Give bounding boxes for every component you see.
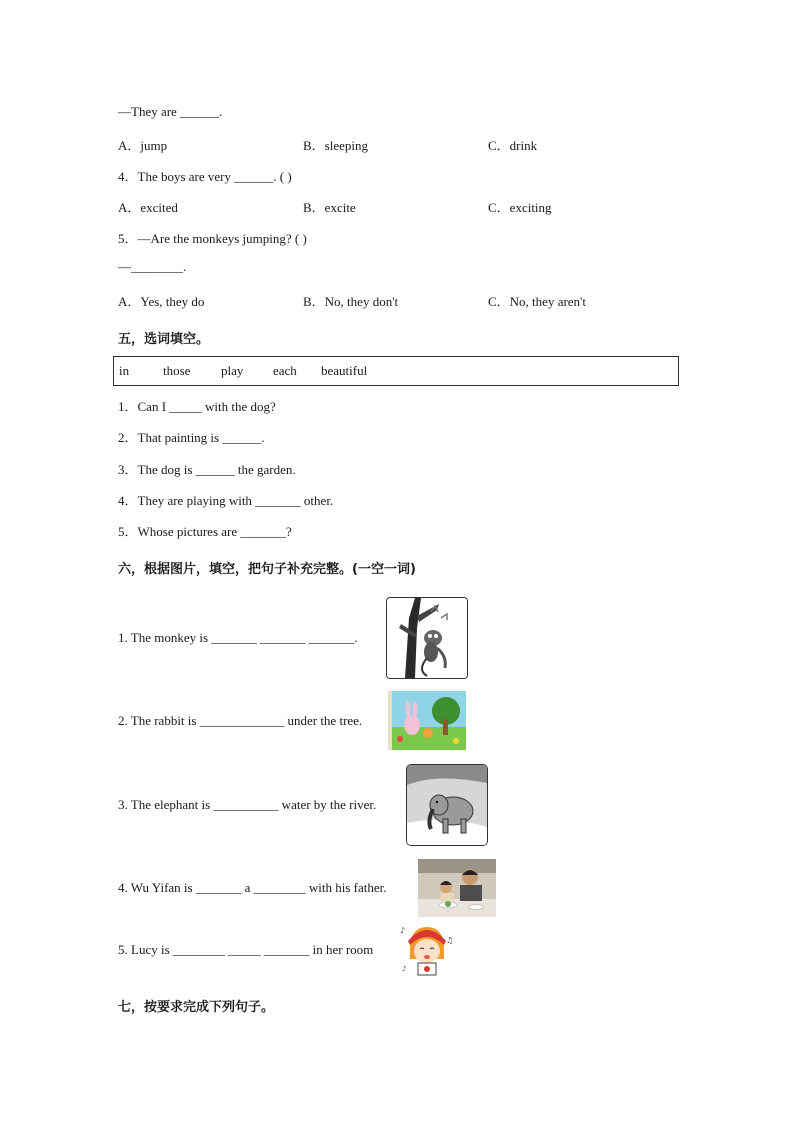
svg-text:♪: ♪ [400, 926, 406, 935]
word-bank-word: each [273, 363, 297, 378]
word-bank-word: beautiful [321, 363, 368, 378]
q4-option-c: C．exciting [488, 200, 552, 215]
q5-option-b: B．No, they don't [303, 294, 399, 309]
s6-item-4: 4. Wu Yifan is _______ a ________ with his father. [118, 880, 387, 895]
q3-option-a: A．jump [118, 138, 168, 153]
elephant-drinking-image [406, 764, 488, 846]
q5-stem: 5．—Are the monkeys jumping? ( ) [118, 231, 307, 246]
q4-option-b: B．excite [303, 200, 356, 215]
s6-item-1: 1. The monkey is _______ _______ _______. [118, 630, 358, 645]
s5-question-3: 3．The dog is ______ the garden. [118, 462, 296, 477]
s6-item-3: 3. The elephant is __________ water by the river. [118, 797, 377, 812]
girl-singing-image [398, 921, 456, 979]
q5-option-a: A．Yes, they do [118, 294, 205, 309]
s5-question-4: 4．They are playing with _______ other. [118, 493, 334, 508]
word-bank-word: play [221, 363, 244, 378]
section6-heading: 六，根据图片，填空，把句子补充完整。(一空一词) [118, 562, 416, 577]
word-bank-box [113, 356, 679, 386]
q3-option-b: B．sleeping [303, 138, 368, 153]
q5-option-c: C．No, they aren't [488, 294, 587, 309]
s5-question-5: 5．Whose pictures are _______? [118, 524, 292, 539]
q4-stem: 4．The boys are very ______. ( ) [118, 169, 292, 184]
q3-answer-line: —They are ______. [118, 104, 223, 119]
q5-answer-line: —________. [118, 259, 187, 274]
section7-heading: 七，按要求完成下列句子。 [118, 1000, 275, 1015]
s5-question-2: 2．That painting is ______. [118, 430, 265, 445]
q4-option-a: A．excited [118, 200, 178, 215]
monkey-climbing-tree-image [386, 597, 468, 679]
boy-with-father-image [418, 859, 496, 917]
s5-question-1: 1．Can I _____ with the dog? [118, 399, 276, 414]
s6-item-5: 5. Lucy is ________ _____ _______ in her room [118, 942, 374, 957]
svg-text:♫: ♫ [446, 936, 454, 945]
section5-heading: 五，选词填空。 [118, 332, 210, 347]
s6-item-2: 2. The rabbit is _____________ under the tree. [118, 713, 363, 728]
q3-option-c: C．drink [488, 138, 538, 153]
rabbit-under-tree-image [388, 691, 466, 750]
word-bank-word: in [119, 363, 130, 378]
word-bank-word: those [163, 363, 191, 378]
svg-text:♪: ♪ [402, 965, 407, 973]
